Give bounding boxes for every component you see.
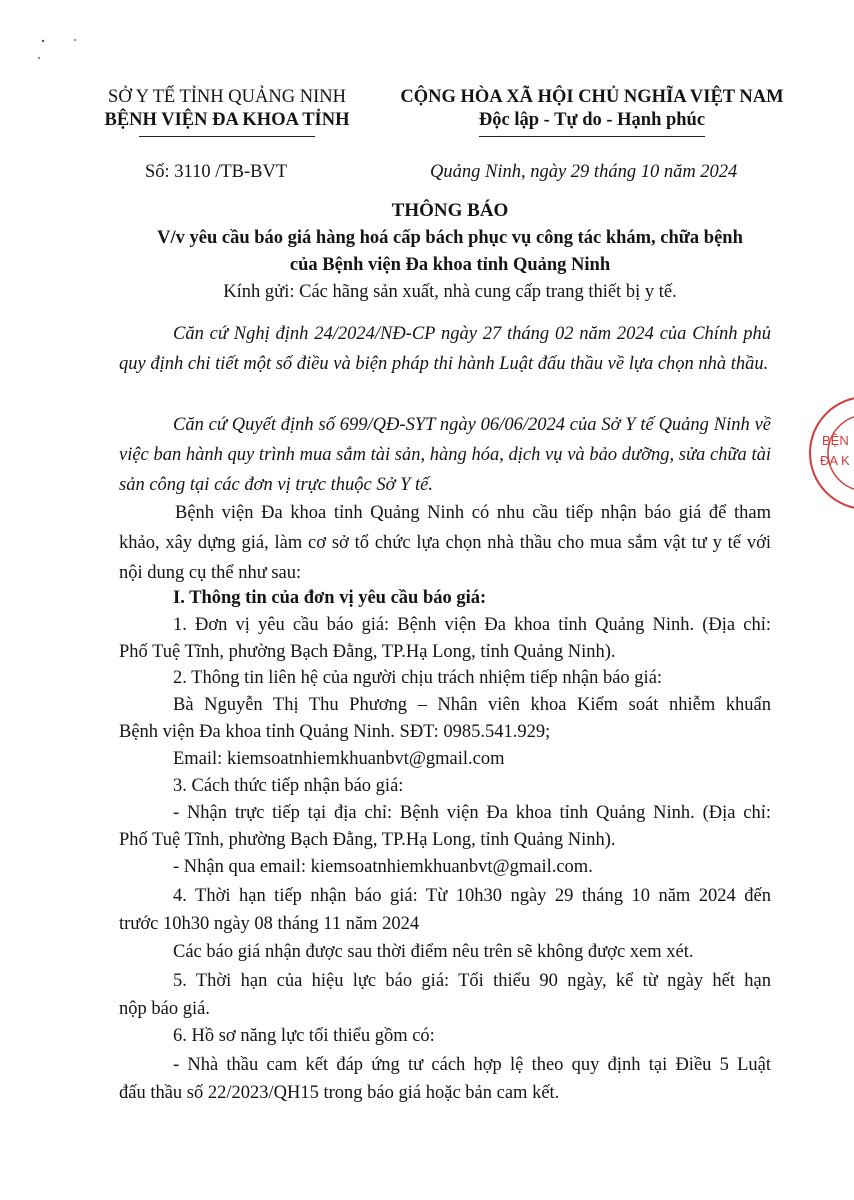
item2-email: Email: kiemsoatnhiemkhuanbvt@gmail.com xyxy=(173,749,505,769)
section-heading: I. Thông tin của đơn vị yêu cầu báo giá: xyxy=(173,588,487,608)
item4-line3: Các báo giá nhận được sau thời điểm nêu trên sẽ không được xem xét. xyxy=(173,942,694,962)
item3-line2: - Nhận trực tiếp tại địa chỉ: Bệnh viện Đa khoa tỉnh Quảng Ninh. (Địa chỉ: xyxy=(173,803,771,823)
item6-line1: 6. Hồ sơ năng lực tối thiểu gồm có: xyxy=(173,1026,435,1046)
issuer-department: SỞ Y TẾ TỈNH QUẢNG NINH xyxy=(108,87,346,107)
stamp-text-bottom: ĐA K xyxy=(820,453,850,468)
item6-line3: đấu thầu số 22/2023/QH15 trong báo giá hoặc bản cam kết. xyxy=(119,1083,560,1103)
item4-line1: 4. Thời hạn tiếp nhận báo giá: Từ 10h30 ngày 29 tháng 10 năm 2024 đến xyxy=(173,886,771,906)
item2-line2: Bà Nguyễn Thị Thu Phương – Nhân viên khoa Kiểm soát nhiễm khuẩn xyxy=(173,695,771,715)
intro-paragraph: Bệnh viện Đa khoa tỉnh Quảng Ninh có nhu cầu tiếp nhận báo giá để tham khảo, xây dựng giá, làm cơ sở tổ chức lựa chọn nhà thầu cho mua sắm vật tư y tế với nội dung cụ thể như sau: xyxy=(119,503,771,583)
recipient-line: Kính gửi: Các hãng sản xuất, nhà cung cấp trang thiết bị y tế. xyxy=(223,282,677,302)
national-motto: Độc lập - Tự do - Hạnh phúc xyxy=(478,110,706,130)
legal-basis-1: Căn cứ Nghị định 24/2024/NĐ-CP ngày 27 tháng 02 năm 2024 của Chính phủ quy định chi tiết một số điều và biện pháp thi hành Luật đấu thầu về lựa chọn nhà thầu. xyxy=(119,324,771,374)
document-title: THÔNG BÁO xyxy=(391,200,509,221)
item1-line1: 1. Đơn vị yêu cầu báo giá: Bệnh viện Đa khoa tỉnh Quảng Ninh. (Địa chỉ: xyxy=(173,615,771,635)
item3-line1: 3. Cách thức tiếp nhận báo giá: xyxy=(173,776,404,796)
item5-line1: 5. Thời hạn của hiệu lực báo giá: Tối thiểu 90 ngày, kể từ ngày hết hạn xyxy=(173,971,771,991)
item6-line2: - Nhà thầu cam kết đáp ứng tư cách hợp lệ theo quy định tại Điều 5 Luật xyxy=(173,1055,771,1075)
issuer-block xyxy=(92,86,362,132)
item4-line2: trước 10h30 ngày 08 tháng 11 năm 2024 xyxy=(119,914,420,934)
item5-line2: nộp báo giá. xyxy=(119,999,210,1019)
hospital-seal-stamp xyxy=(806,393,854,513)
item2-line1: 2. Thông tin liên hệ của người chịu trách nhiệm tiếp nhận báo giá: xyxy=(173,668,663,688)
item3-line3: Phố Tuệ Tĩnh, phường Bạch Đằng, TP.Hạ Long, tỉnh Quảng Ninh). xyxy=(119,830,616,850)
document-subject-line2: của Bệnh viện Đa khoa tỉnh Quảng Ninh xyxy=(289,255,611,275)
item1-line2: Phố Tuệ Tĩnh, phường Bạch Đằng, TP.Hạ Long, tỉnh Quảng Ninh). xyxy=(119,642,616,662)
item3-email: - Nhận qua email: kiemsoatnhiemkhuanbvt@gmail.com. xyxy=(173,857,593,877)
legal-basis-2: Căn cứ Quyết định số 699/QĐ-SYT ngày 06/06/2024 của Sở Y tế Quảng Ninh về việc ban hành quy trình mua sắm tài sản, hàng hóa, dịch vụ và bảo dưỡng, sửa chữa tài sản công tại các đơn vị trực thuộc Sở Y tế. xyxy=(119,415,771,495)
scan-specks xyxy=(35,38,85,68)
stamp-text-top: BỆN xyxy=(822,433,849,448)
document-number: Số: 3110 /TB-BVT xyxy=(145,162,288,182)
document-subject-line1: V/v yêu cầu báo giá hàng hoá cấp bách phục vụ công tác khám, chữa bệnh xyxy=(157,228,743,248)
issuer-hospital: BỆNH VIỆN ĐA KHOA TỈNH xyxy=(104,110,350,130)
item2-line3: Bệnh viện Đa khoa tỉnh Quảng Ninh. SĐT: 0985.541.929; xyxy=(119,722,551,742)
country-name: CỘNG HÒA XÃ HỘI CHỦ NGHĨA VIỆT NAM xyxy=(400,87,784,107)
document-date: Quảng Ninh, ngày 29 tháng 10 năm 2024 xyxy=(430,162,738,182)
national-motto-block xyxy=(382,86,802,132)
